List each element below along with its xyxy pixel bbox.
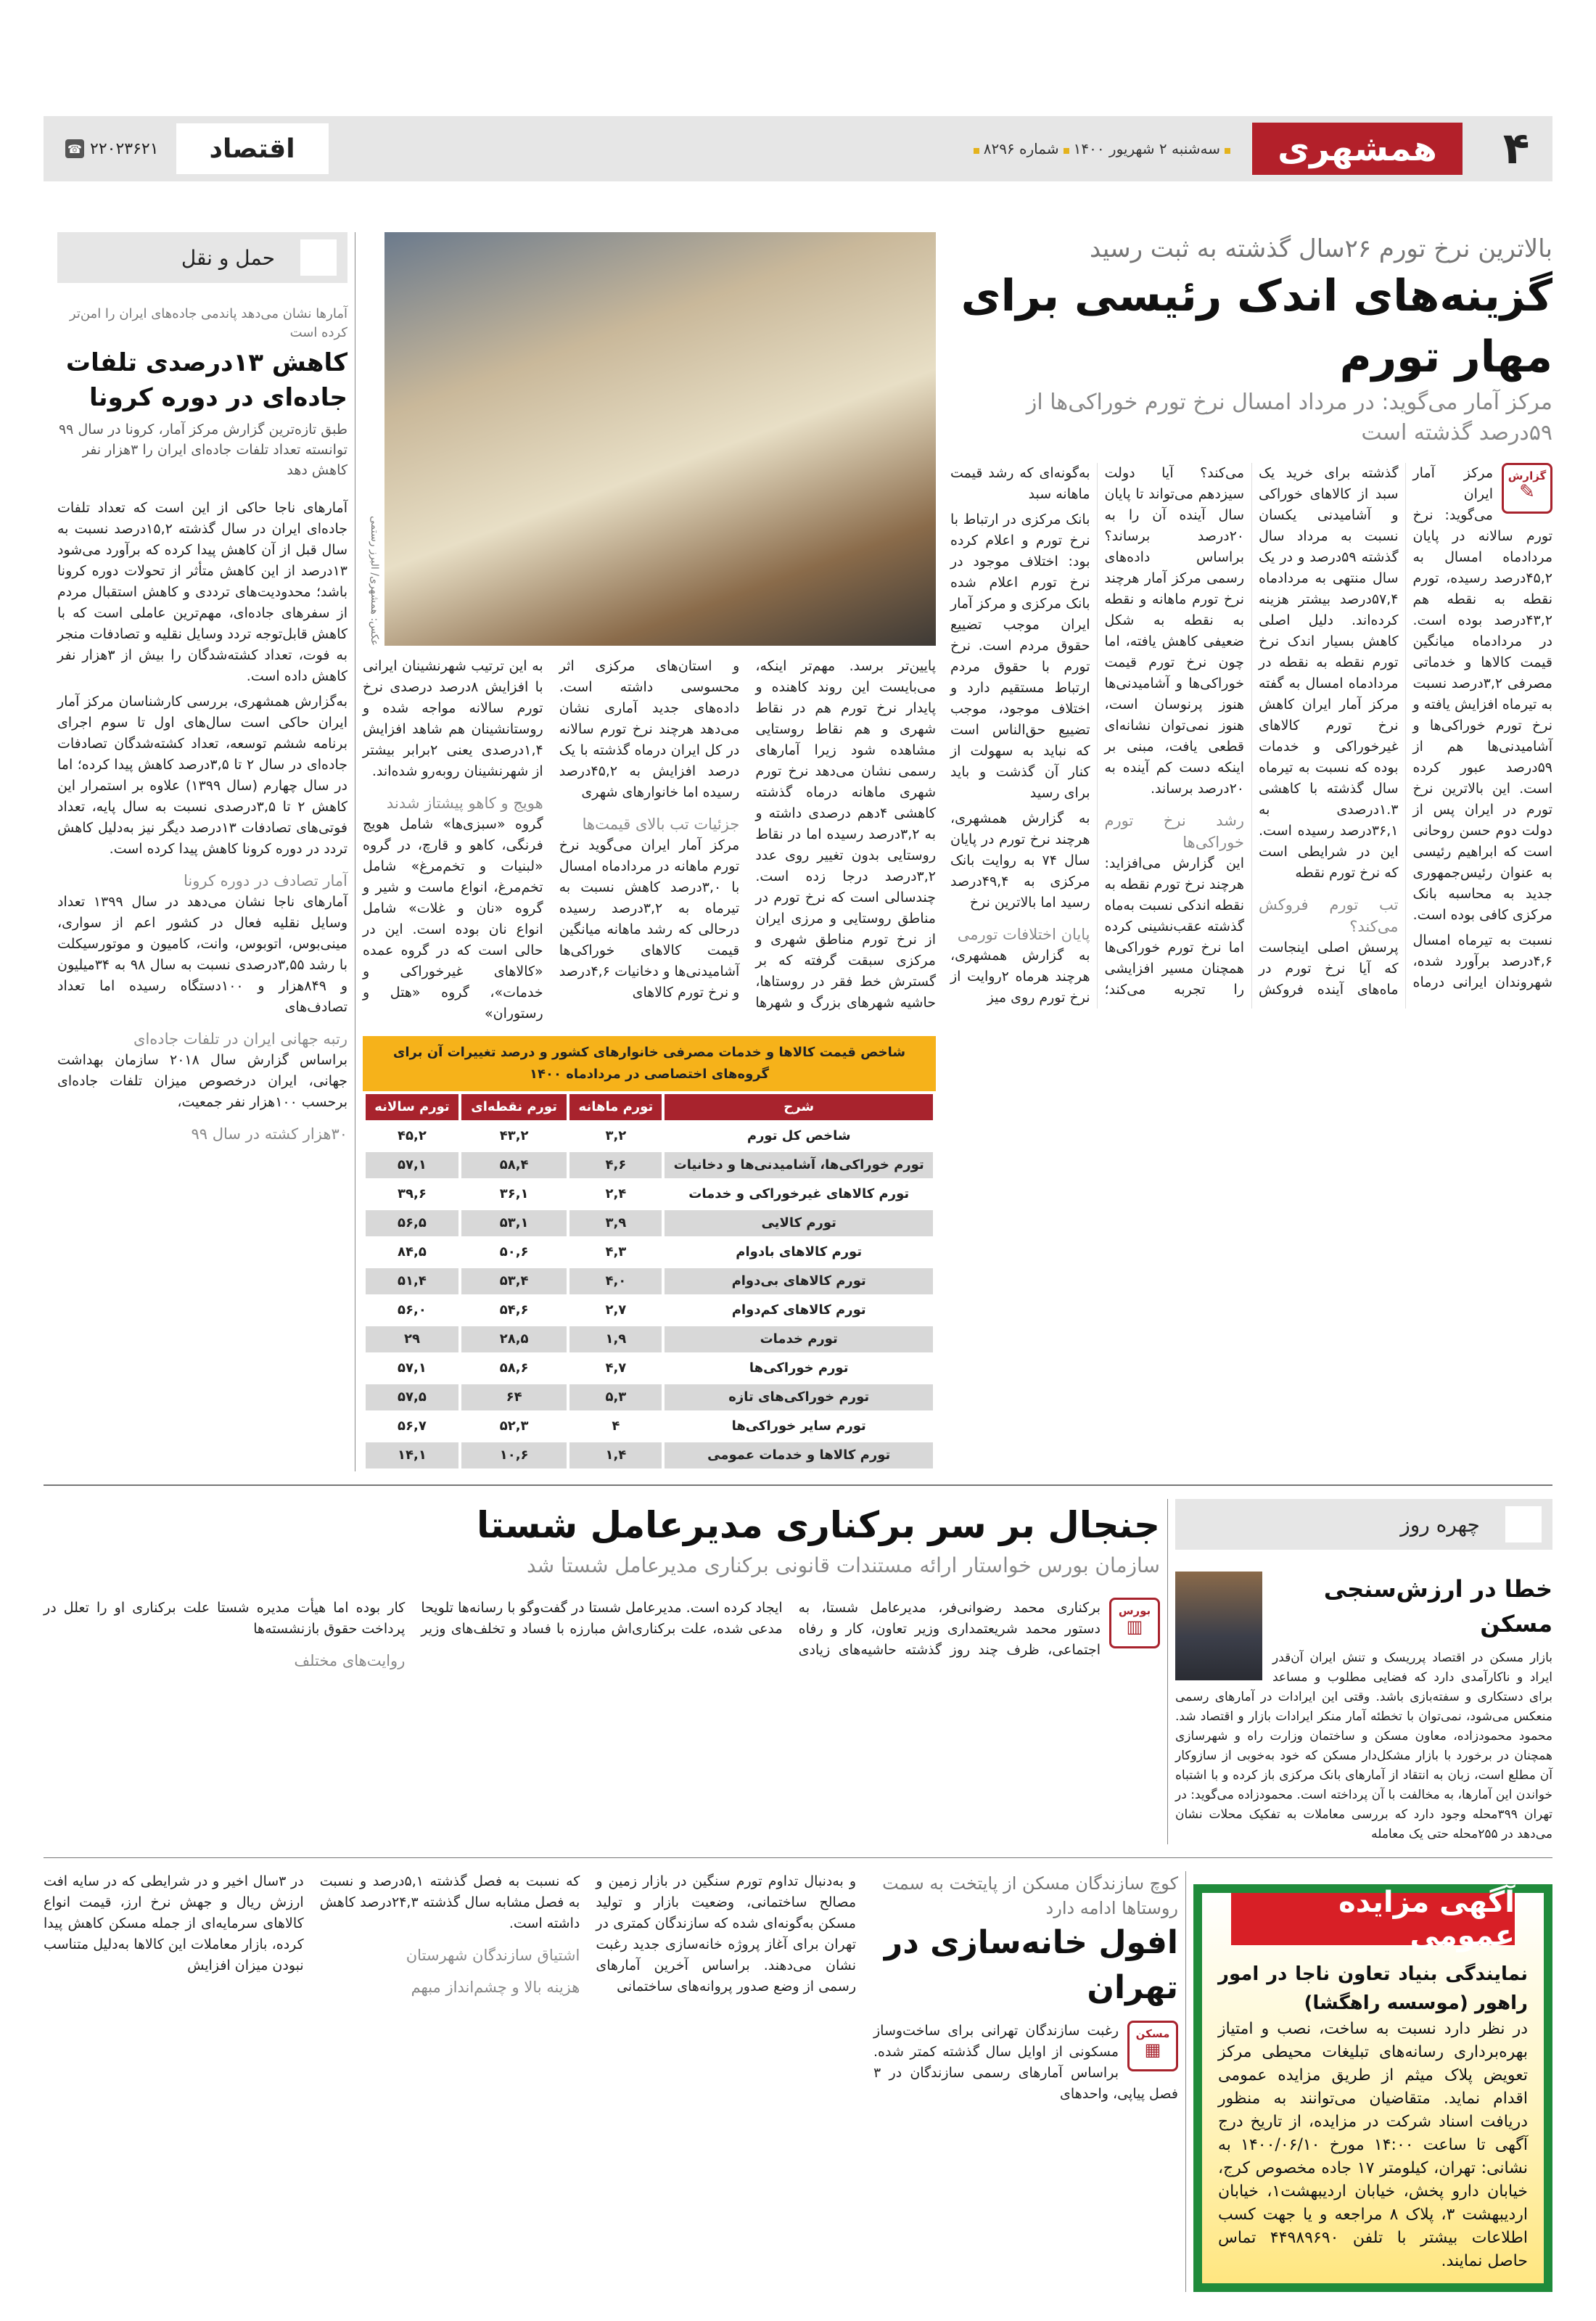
row-value: ۵۷,۵ [366, 1384, 458, 1410]
paragraph: به‌گزارش همشهری، بررسی کارشناسان مرکز آمار ایران حاکی است سال‌های اول تا سوم اجرای برنامه ششم توسعه، تعداد کشته‌شدگان تصادفات جاده‌ای در سال ۲ تا ۳,۵درصد کاهش پیدا کرده؛ اما در سال چهارم (سال ۱۳۹۹) علاوه بر استمرار این کاهش ۲ تا ۳,۵درصدی نسبت به سال پایه، تعداد فوتی‌های تصادفات ۱۳درصد دیگر نیز به‌دلیل کاهش تردد در دوره کرونا کاهش پیدا کرده است. [57, 694, 348, 857]
row-value: ۱۴,۱ [366, 1442, 458, 1468]
row-value: ۶۴ [461, 1384, 567, 1410]
row-value: ۲,۴ [605, 1186, 627, 1201]
paragraph: به این ترتیب شهرنشینان ایرانی با افزایش ۸درصد درصدی نرخ تورم سالانه مواجه شده و روستانشینان هم شاهد افزایش ۱,۴درصدی یعنی ۲برابر بیشتر از شهرنشینان روبه‌رو شده‌اند. [363, 658, 543, 779]
row-label: تورم کالاهای بادوام [736, 1244, 863, 1260]
row-value: ۵۳,۱ [461, 1210, 567, 1236]
square-bullet-icon [1064, 148, 1069, 154]
row-value: ۲۸,۵ [461, 1326, 567, 1352]
paragraph: و به‌دنبال تداوم تورم سنگین در بازار زمین و مصالح ساختمانی، وضعیت بازار و تولید مسکن به‌گونه‌ای شده که سازندگان کمتری در تهران برای آغاز پروژه خانه‌سازی جدید رغبت نشان می‌دهند. براساس آخرین آمارهای رسمی از وضع صدور پروانه‌های ساختمانی [596, 1873, 856, 1995]
row-value: ۵۱,۴ [366, 1268, 458, 1294]
subheading: جزئیات تب بالای قیمت‌ها [582, 816, 740, 833]
row-value: ۵۷,۱ [366, 1152, 458, 1178]
bar-chart-icon: ▥ [1126, 1617, 1143, 1637]
paragraph: در ۳سال اخیر و در شرایطی که در سایه افت ارزش ریال و جهش نرخ ارز، قیمت انواع کالاهای سرمایه‌ای از جمله مسکن کاهش پیدا کرده، بازار معاملات این کالاها به‌دلیل متناسب نبودن میزان افزایش [44, 1873, 304, 1973]
housing-tag [1127, 2021, 1178, 2071]
column-header: تورم سالانه [366, 1094, 458, 1120]
shasta-lead: سازمان بورس خواستار ارائه مستندات قانونی برکناری مدیرعامل شستا شد [526, 1553, 1160, 1577]
section-marker [300, 239, 337, 276]
bottom-section [44, 1871, 1552, 2292]
buildings-icon: ▦ [1144, 2039, 1161, 2060]
subheading: ۳۰هزار کشته در سال ۹۹ [191, 1125, 347, 1143]
square-bullet-icon [1225, 148, 1230, 154]
column-header: تورم نقطه‌ای [461, 1094, 567, 1120]
paragraph: مرکز آمار ایران می‌گوید: نرخ تورم سالانه در پایان مردادماه امسال به ۴۵,۲درصد رسیده، تورم نقطه به نقطه هم ۴۳,۲درصد بوده است. در مردادماه میانگین قیمت کالاها و خدماتی مصرفی ۳,۲درصد نسبت به تیرماه افزایش یافته و نرخ تورم خوراکی‌ها و آشامیدنی‌ها هم از ۵۹درصد عبور کرده است. این بالاترین نرخ تورم در ایران پس از دولت دوم حسن روحانی است که ابراهیم رئیسی به عنوان رئیس‌جمهوری جدید به محاسبه بانک مرکزی کافی بوده است. [1412, 465, 1552, 923]
section-marker [1505, 1506, 1542, 1542]
transport-column [57, 232, 347, 1145]
row-label: تورم کالاهای غیرخوراکی و خدمات [688, 1186, 910, 1201]
subheading: پایان اختلافات تورمی [957, 926, 1090, 943]
row-value: ۸۴,۵ [398, 1244, 427, 1260]
row-value: ۵۴,۶ [499, 1302, 529, 1318]
table-row [366, 1413, 933, 1439]
row-value: ۵۲,۳ [499, 1418, 529, 1434]
table-row [366, 1181, 933, 1207]
table-row [366, 1239, 933, 1265]
table-caption: شاخص قیمت کالاها و خدمات مصرفی خانوارهای کشور و درصد تغییرات آن برای گروه‌های اختصاصی در مردادماه ۱۴۰۰ [363, 1036, 936, 1091]
transport-kicker: آمارها نشان می‌دهد پاندمی جاده‌های ایران را امن‌تر کرده است [69, 306, 347, 340]
row-value: ۴ [612, 1418, 620, 1434]
row-value: ۴۵,۲ [398, 1128, 427, 1143]
table-row [366, 1152, 933, 1178]
row-value: ۵۷,۱ [398, 1360, 427, 1376]
row-value: ۵۶,۷ [398, 1418, 427, 1434]
row-value: ۴,۰ [569, 1268, 662, 1294]
shasta-body [44, 1598, 1160, 1672]
stock-tag [1109, 1598, 1160, 1648]
row-value: ۵۶,۰ [398, 1302, 427, 1318]
middle-section [44, 1499, 1552, 1844]
transport-section-label: حمل و نقل [181, 245, 275, 270]
paragraph: برکناری محمد رضوانی‌فر، مدیرعامل شستا، به دستور محمد شریعتمداری وزیر تعاون، کار و رفاه اجتماعی، ظرف چند روز گذشته حاشیه‌های زیادی ایجاد کرده است. مدیرعامل شستا در گفت‌وگو با رسانه‌ها تلویحا مدعی شده، علت برکناری‌اش مبارزه با فساد و تخلف‌های وزیر کار بوده اما هیأت مدیره شستا علت برکناری او را تعلل در پرداخت حقوق بازنشسته‌ها [44, 1600, 1101, 1658]
subheading: روایت‌های مختلف [294, 1652, 406, 1669]
housing-article [44, 1871, 1178, 2109]
column-header: شرح [665, 1094, 933, 1120]
table-row [366, 1355, 933, 1381]
row-value: ۲۹ [366, 1326, 458, 1352]
grocery-store-photo [384, 232, 936, 646]
housing-kicker: کوچ سازندگان مسکن از پایتخت به سمت روستاها ادامه دارد [882, 1873, 1178, 1918]
page-number: ۴ [1502, 123, 1530, 174]
row-value: ۵۳,۴ [461, 1268, 567, 1294]
main-article-body-left [363, 656, 936, 1024]
section-divider [44, 1857, 1552, 1858]
stock-tag-label: بورس [1118, 1604, 1151, 1617]
main-headline: گزینه‌های اندک رئیسی برای مهار تورم [961, 271, 1552, 382]
column-divider [1185, 1871, 1186, 2292]
photo-credit: عکس: همشهری/ البرز رستمی [369, 515, 380, 646]
row-value: ۳,۹ [569, 1210, 662, 1236]
row-value: ۴,۳ [605, 1244, 627, 1260]
row-value: ۱۰,۶ [461, 1442, 567, 1468]
report-tag [1502, 463, 1552, 514]
ad-text: در نظر دارد نسبت به ساخت، نصب و امتیاز بهره‌برداری رسانه‌های تبلیغات محیطی مرکز تعویض پلاک میثم از طریق مزایده عمومی اقدام نماید. متقاضیان می‌توانند به منظور دریافت اسناد شرکت در مزایده، از تاریخ درج آگهی تا ساعت ۱۴:۰۰ مورخ ۱۴۰۰/۰۶/۱۰ به نشانی: تهران، کیلومتر ۱۷ جاده مخصوص کرج، خیابان دارو پخش، خیابان اردیبهشت۱، خیابان اردیبهشت ۳، پلاک ۸ مراجعه و یا جهت کسب اطلاعات بیشتر با تلفن ۴۴۹۸۹۶۹۰ تماس حاصل نمایند. [1218, 2020, 1528, 2270]
pen-paper-icon: ✎ [1519, 481, 1535, 503]
paragraph: این گزارش می‌افزاید: هرچند نرخ تورم نقطه به نقطه اندکی نسبت به‌ماه گذشته عقب‌نشینی کرده اما نرخ تورم خوراکی‌ها همچنان مسیر افزایشی را تجربه می‌کند؛ به‌گونه‌ای که رشد قیمت ماهانه سبد [950, 465, 1244, 998]
row-value: ۴۳,۲ [499, 1128, 529, 1143]
paragraph: پایین‌تر برسد. مهم‌تر اینکه، می‌بایست این روند کاهنده و پایدار نرخ تورم هم در نقاط شهری و هم نقاط روستایی مشاهده شود زیرا آمارهای رسمی نشان می‌دهد نرخ تورم شهری ماهانه درماه گذشته کاهشی ۴دهم درصدی داشته و به ۳,۲درصد رسیده اما در نقاط روستایی بدون تغییر روی عدد ۳,۲درصد درجا زده است. چندسالی است که نرخ تورم در مناطق روستایی و مرزی ایران از نرخ تورم مناطق شهری و مرکزی سبقت گرفته که بر گسترش خط فقر در روستاها، حاشیه شهرهای بزرگ و شهرها و استان‌های مرکزی اثر محسوسی داشته است. داده‌های جدید آماری نشان می‌دهد هرچند نرخ تورم سالانه در کل ایران درماه گذشته با یک درصد افزایش به ۴۵,۲درصد رسیده اما خانوارهای شهری [559, 658, 936, 1011]
page-header [44, 116, 1552, 181]
square-bullet-icon [974, 148, 979, 154]
subheading: هویج و کاهو پیشتاز شدند [386, 794, 543, 812]
ad-title: آگهی مزایده عمومی [1231, 1893, 1515, 1945]
row-value: ۵۰,۶ [499, 1244, 529, 1260]
housing-body [44, 1871, 856, 1998]
table-row [366, 1384, 933, 1410]
row-value: ۳۹,۶ [398, 1186, 427, 1201]
row-label: تورم سایر خوراکی‌ها [731, 1418, 866, 1434]
row-label: تورم خوراکی‌ها، آشامیدنی‌ها و دخانیات [665, 1152, 933, 1178]
row-label: تورم کالاهای کم‌دوام [731, 1302, 866, 1318]
auction-ad [1193, 1884, 1552, 2292]
column-header: تورم ماهانه [569, 1094, 662, 1120]
shasta-article [44, 1499, 1160, 1672]
newspaper-logo: همشهری [1252, 123, 1463, 175]
row-value: ۵۸,۶ [499, 1360, 529, 1376]
row-label: تورم کالاها و خدمات عمومی [665, 1442, 933, 1468]
phone-number [65, 139, 159, 158]
phone-text: ۲۲۰۲۳۶۲۱ [90, 139, 159, 158]
column-divider [1167, 1499, 1168, 1844]
table-row [366, 1297, 933, 1323]
table-row [366, 1123, 933, 1149]
paragraph: به گزارش همشهری، هرچند نرخ تورم در پایان سال ۷۴ به روایت بانک مرکزی به ۴۹,۴درصد رسید اما بالاترین نرخ [950, 810, 1090, 911]
inflation-data-table [363, 1091, 936, 1471]
housing-headline: افول خانه‌سازی در تهران [884, 1924, 1178, 2006]
table-row [366, 1210, 933, 1236]
subheading: هزینه بالا و چشم‌انداز مبهم [411, 1979, 580, 1996]
paragraph: پرسش اصلی اینجاست که آیا نرخ تورم در ماه‌های آینده فروکش می‌کند؟ آیا دولت سیزدهم می‌تواند تا پایان سال آینده آن را به ۲۰درصد برساند؟ براساس داده‌های رسمی مرکز آمار هرچند نرخ تورم ماهانه و نقطه به نقطه به شکل ضعیفی کاهش یافته، اما چون نرخ تورم قیمت خوراکی‌ها و آشامیدنی‌ها هنوز پرنوسان است، هنوز نمی‌توان نشانه‌ای قطعی یافت، مبنی بر اینکه دست کم آینده به ۲۰درصد برساند. [1104, 465, 1399, 998]
issue-number: شماره ۸۲۹۶ [983, 140, 1059, 157]
phone-icon: ☎ [65, 139, 84, 158]
face-section-label: چهره روز [1400, 1512, 1480, 1537]
transport-headline: کاهش ۱۳درصدی تلفات جاده‌ای در دوره کرونا [65, 348, 347, 412]
main-lead: مرکز آمار می‌گوید: در مرداد امسال نرخ تورم خوراکی‌ها از ۵۹درصد گذشته است [1026, 390, 1552, 445]
issue-date: سه‌شنبه ۲ شهریور ۱۴۰۰ [1073, 140, 1220, 157]
row-value: ۳,۲ [605, 1128, 627, 1143]
main-article-body-right [950, 463, 1552, 1008]
subheading: آمار تصادف در دوره کرونا [184, 872, 347, 890]
row-label: تورم خوراکی‌های تازه [665, 1384, 933, 1410]
portrait-photo [1175, 1572, 1262, 1680]
row-value: ۱,۹ [569, 1326, 662, 1352]
paragraph: آمارهای ناجا حاکی از این است که تعداد تلفات جاده‌ای ایران در سال گذشته ۱۵,۲درصد نسبت به سال قبل از آن کاهش پیدا کرده که برآورد می‌شود ۱۳درصد از این کاهش متأثر از تحولات دوره کرونا باشد؛ محدودیت‌های ترددی و کاهش استقبال مردم از سفرهای جاده‌ای، مهم‌ترین عاملی است که با کاهش قابل‌توجه تردد وسایل نقلیه و تصادفات منجر به فوت، تعداد کشته‌شدگان را بیش از ۳هزار نفر کاهش داده است. [57, 500, 347, 684]
ad-lead: نمایندگی بنیاد تعاون ناجا در امور راهور (موسسه راهگشا) [1218, 1963, 1528, 2014]
row-label: تورم کالایی [665, 1210, 933, 1236]
main-article-heading [950, 232, 1552, 448]
subheading: اشتیاق سازندگان شهرستان [406, 1947, 580, 1964]
top-section [44, 232, 1552, 1471]
row-value: ۳۶,۱ [499, 1186, 529, 1201]
face-of-day [1175, 1499, 1552, 1844]
section-title: اقتصاد [176, 123, 329, 174]
subheading: رشد نرخ تورم خوراکی‌ها [1104, 812, 1244, 851]
section-divider [44, 1484, 1552, 1486]
transport-lead: طبق تازه‌ترین گزارش مرکز آمار، کرونا در سال ۹۹ توانسته تعداد تلفات جاده‌ای ایران را ۳هزار نفر کاهش دهد [58, 422, 347, 478]
paragraph: که نسبت به فصل گذشته ۵,۱درصد و نسبت به فصل مشابه سال گذشته ۲۴,۳درصد کاهش داشته است. [319, 1873, 580, 1931]
row-value: ۵,۳ [569, 1384, 662, 1410]
face-headline: خطا در ارزش‌سنجی مسکن [1323, 1575, 1552, 1638]
paragraph: بانک مرکزی در ارتباط با نرخ تورم و اعلام کرده بود: اختلاف موجود در نرخ تورم اعلام شده بانک مرکزی و مرکز آمار ایران موجب تضییع حقوق مردم است. نرخ تورم با حقوق مردم ارتباط مستقیم دارد و اختلاف موجود، موجب تضییع حق‌الناس است که نباید به سهولت از کنار آن گذشت و باید برای رسید [950, 512, 1090, 801]
table-row [366, 1442, 933, 1468]
subheading: رتبه جهانی ایران در تلفات جاده‌ای [133, 1030, 347, 1048]
paragraph: آمارهای ناجا نشان می‌دهد در سال ۱۳۹۹ تعداد وسایل نقلیه فعال در کشور اعم از سواری، مینی‌بوس، اتوبوس، وانت، کامیون و موتورسیکلت با رشد ۳,۵۵درصدی نسبت به سال ۹۸ به ۳۴میلیون و ۸۴۹هزار و ۱۰۰دستگاه رسیده اما تعداد تصادف‌های [57, 894, 348, 1015]
subheading: تب تورم فروکش می‌کند؟ [1259, 896, 1399, 935]
housing-tag-label: مسکن [1135, 2027, 1170, 2040]
paragraph: به گزارش همشهری، هرچند هرماه ۲روایت از نرخ تورم روی میز [950, 948, 1090, 1006]
row-label: تورم کالاهای بی‌دوام [665, 1268, 933, 1294]
report-tag-label: گزارش [1507, 469, 1547, 482]
shasta-headline: جنجال بر سر برکناری مدیرعامل شستا [476, 1504, 1160, 1546]
row-label: تورم خوراکی‌ها [749, 1360, 849, 1376]
table-row [366, 1268, 933, 1294]
paragraph: گروه «سبزی‌ها» شامل هویج فرنگی، کاهو و قارچ، در گروه «لبنیات و تخم‌مرغ» شامل تخم‌مرغ، انواع ماست و شیر و گروه «نان و غلات» شامل انواع نان بوده است. این در حالی است که در گروه عمده «کالاهای غیرخوراکی و خدمات»، گروه «هتل و رستوران» [363, 816, 543, 1022]
table-row [366, 1326, 933, 1352]
paragraph: رغبت سازندگان تهرانی برای ساخت‌وساز مسکونی از اوایل سال گذشته کمتر شده. براساس آمارهای رسمی سازندگان در ۳ فصل پیاپی، واحدهای [873, 2023, 1178, 2102]
transport-section-band [57, 232, 347, 283]
paragraph: بازار مسکن در اقتصاد پرریسک و تنش ایران آن‌قدر ایراد و ناکارآمدی دارد که فضایی مطلوب و مساعد برای دستکاری و سفته‌بازی باشد. وقتی این ایرادات در آمارهای رسمی منعکس می‌شود، نمی‌توان با تخطئه آمار منکر ایرادات بازار و اقتصاد شد. محمود محمودزاده، معاون مسکن و ساختمان وزارت راه و شهرسازی همچنان در برخورد با بازار مشکل‌دار مسکن که خود به‌خوبی از سازوکار آن مطلع است، زبان به انتقاد از آمارهای بانک مرکزی باز کرده و با اشتباه خواندن این آمارها، به مخالفت با آن پرداخته است. محمودزاده می‌گوید: در تهران ۳۹۹محله وجود دارد که بررسی معاملات به تفکیک محلات نشان می‌دهد در ۲۵۵محله حتی یک معامله [1175, 1651, 1553, 1841]
paragraph: مرکز آمار ایران می‌گوید نرخ تورم ماهانه در مردادماه امسال با ۳,۰درصد کاهش نسبت به تیرماه به ۳,۲درصد رسیده درحالی که رشد ماهانه میانگین قیمت کالاهای خوراکی‌ها آشامیدنی‌ها و دخانیات ۴,۶درصد و نرخ تورم کالاهای [559, 837, 740, 1001]
row-value: ۱,۴ [569, 1442, 662, 1468]
paragraph: براساس گزارش سال ۲۰۱۸ سازمان بهداشت جهانی، ایران درخصوص میزان تلفات جاده‌ای برحسب ۱۰۰هزار نفر جمعیت، [57, 1052, 347, 1110]
main-kicker: بالاترین نرخ تورم ۲۶سال گذشته به ثبت رسید [1089, 234, 1552, 263]
row-value: ۵۶,۵ [366, 1210, 458, 1236]
row-label: تورم خدمات [665, 1326, 933, 1352]
paragraph: نسبت به تیرماه امسال ۴,۶درصد برآورد شده، شهروندان ایرانی درماه گذشته برای خرید یک سبد از کالاهای خوراکی و آشامیدنی یکسان نسبت به مرداد سال گذشته ۵۹درصد و در یک سال منتهی به مردادماه ۵۷,۴درصد بیشتر هزینه کرده‌اند. دلیل اصلی کاهش بسیار اندک نرخ تورم نقطه به نقطه در مردادماه امسال به گفته مرکز آمار ایران کاهش نرخ تورم کالاهای غیرخوراکی و خدمات بوده که نسبت به تیرماه سال گذشته با کاهشی ۱.۳درصدی به ۳۶,۱درصد رسیده است. این در شرایطی است که نرخ تورم نقطه [1259, 465, 1552, 990]
row-value: ۴,۶ [569, 1152, 662, 1178]
main-article [363, 232, 1552, 1471]
dateline [969, 140, 1235, 157]
row-label: شاخص کل تورم [746, 1128, 851, 1143]
row-value: ۲,۷ [605, 1302, 627, 1318]
row-value: ۵۸,۴ [461, 1152, 567, 1178]
face-section-band [1175, 1499, 1552, 1550]
row-value: ۴,۷ [605, 1360, 627, 1376]
inflation-table [363, 1036, 936, 1471]
